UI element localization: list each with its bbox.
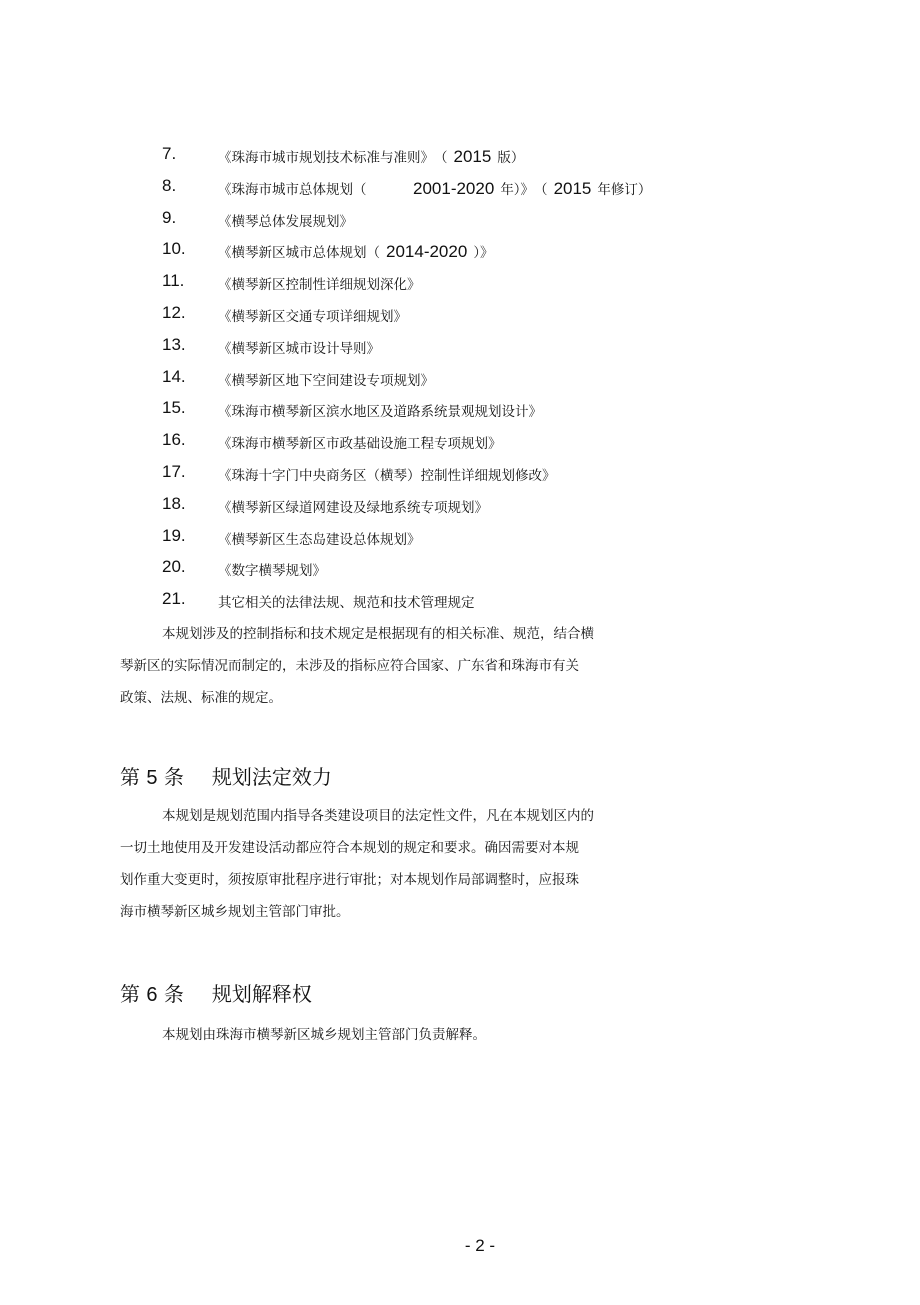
article-6-heading bbox=[120, 978, 312, 1007]
list-number: 19. bbox=[162, 525, 186, 545]
paragraph-line: 划作重大变更时，须按原审批程序进行审批；对本规划作局部调整时，应报珠 bbox=[120, 872, 579, 888]
list-text bbox=[218, 337, 404, 358]
list-number: 14. bbox=[162, 366, 186, 386]
list-text-fragment: 《横琴新区交通专项详细规划》 bbox=[218, 308, 407, 325]
list-item bbox=[0, 583, 920, 615]
list-item bbox=[0, 297, 920, 329]
list-text-fragment: 《珠海市城市总体规划（ bbox=[218, 181, 407, 198]
paragraph-standards bbox=[120, 618, 650, 714]
list-text bbox=[218, 369, 458, 390]
article-suffix: 条 bbox=[157, 982, 184, 1006]
list-number: 12. bbox=[162, 302, 186, 322]
list-text-fragment: 《数字横琴规划》 bbox=[218, 563, 326, 580]
list-text bbox=[218, 210, 377, 231]
page-footer bbox=[0, 1236, 920, 1256]
list-text-fragment: 《横琴新区控制性详细规划深化》 bbox=[218, 277, 421, 294]
list-text bbox=[218, 559, 350, 580]
list-text-fragment: 《横琴总体发展规划》 bbox=[218, 213, 353, 230]
list-text-fragment: 《珠海市横琴新区市政基础设施工程专项规划》 bbox=[218, 436, 502, 453]
paragraph-line: 本规划是规划范围内指导各类建设项目的法定性文件，凡在本规划区内的 bbox=[162, 808, 594, 824]
list-text bbox=[218, 432, 526, 453]
list-item bbox=[0, 520, 920, 552]
list-text bbox=[218, 464, 580, 485]
article-number: 6 bbox=[146, 984, 158, 1006]
list-text-fragment: 《横琴新区生态岛建设总体规划》 bbox=[218, 531, 421, 548]
paragraph-line: 本规划涉及的控制指标和技术规定是根据现有的相关标准、规范，结合横 bbox=[162, 626, 594, 642]
list-text-fragment: 其它相关的法律法规、规范和技术管理规定 bbox=[218, 595, 475, 612]
list-text-fragment: 《珠海市横琴新区滨水地区及道路系统景观规划设计》 bbox=[218, 404, 542, 421]
list-text-fragment: 版） bbox=[497, 150, 525, 166]
paragraph-legal-effect bbox=[120, 800, 650, 928]
list-item bbox=[0, 551, 920, 583]
list-text bbox=[218, 528, 445, 549]
list-number-fragment: 2015 bbox=[553, 178, 592, 198]
list-number: 21. bbox=[162, 589, 186, 609]
list-text-fragment: 《横琴新区城市总体规划（ bbox=[218, 245, 380, 262]
paragraph-line: 琴新区的实际情况而制定的，未涉及的指标应符合国家、广东省和珠海市有关 bbox=[120, 658, 579, 674]
article-5-heading bbox=[120, 761, 332, 790]
list-number: 10. bbox=[162, 239, 186, 259]
list-number: 11. bbox=[162, 271, 185, 291]
list-item bbox=[0, 488, 920, 520]
list-item bbox=[0, 392, 920, 424]
list-item bbox=[0, 138, 920, 170]
list-item bbox=[0, 202, 920, 234]
paragraph-interpretation bbox=[120, 1019, 650, 1051]
list-text-fragment: 《珠海十字门中央商务区（横琴）控制性详细规划修改》 bbox=[218, 467, 556, 484]
list-text bbox=[218, 400, 566, 421]
article-title: 规划法定效力 bbox=[211, 765, 332, 789]
list-text bbox=[218, 273, 445, 294]
list-number: 7. bbox=[162, 144, 177, 163]
list-number: 13. bbox=[162, 334, 186, 354]
list-text-fragment: 《横琴新区城市设计导则》 bbox=[218, 340, 380, 357]
reference-list bbox=[0, 138, 920, 615]
list-number: 20. bbox=[162, 557, 186, 577]
list-number: 15. bbox=[162, 398, 186, 418]
list-number: 9. bbox=[162, 207, 177, 227]
paragraph-line: 政策、法规、标准的规定。 bbox=[120, 690, 282, 706]
paragraph-line: 海市横琴新区城乡规划主管部门审批。 bbox=[120, 904, 350, 920]
article-prefix: 第 bbox=[120, 982, 147, 1006]
list-number: 17. bbox=[162, 461, 186, 481]
paragraph-line: 一切土地使用及开发建设活动都应符合本规划的规定和要求。确因需要对本规 bbox=[120, 840, 579, 856]
list-item bbox=[0, 361, 920, 393]
list-number: 16. bbox=[162, 430, 186, 450]
list-text-fragment: 《珠海市城市规划技术标准与准则》 （ bbox=[218, 150, 448, 166]
article-prefix: 第 bbox=[120, 765, 147, 789]
list-number-fragment: 2015 bbox=[453, 147, 492, 166]
article-suffix: 条 bbox=[157, 765, 184, 789]
paragraph-line: 本规划由珠海市横琴新区城乡规划主管部门负责解释。 bbox=[162, 1027, 486, 1043]
list-number-fragment: 2001-2020 bbox=[413, 178, 495, 198]
list-number-fragment: 2014-2020 bbox=[386, 242, 468, 262]
list-text-fragment: ）》 bbox=[473, 245, 494, 262]
list-item bbox=[0, 456, 920, 488]
list-text-fragment: 年）》 （ bbox=[500, 181, 548, 198]
list-item bbox=[0, 424, 920, 456]
list-number: 18. bbox=[162, 493, 186, 513]
list-item bbox=[0, 265, 920, 297]
list-item bbox=[0, 170, 920, 202]
article-number: 5 bbox=[146, 767, 158, 789]
list-text bbox=[218, 241, 506, 262]
list-text-fragment: 年修订） bbox=[597, 181, 652, 198]
page-number: - 2 - bbox=[464, 1236, 496, 1255]
list-text bbox=[218, 178, 651, 199]
list-text bbox=[218, 591, 499, 612]
list-text-fragment: 《横琴新区地下空间建设专项规划》 bbox=[218, 372, 434, 389]
list-item bbox=[0, 233, 920, 265]
article-title: 规划解释权 bbox=[211, 982, 312, 1006]
list-number: 8. bbox=[162, 175, 177, 195]
list-item bbox=[0, 329, 920, 361]
list-text bbox=[218, 496, 512, 517]
list-text bbox=[218, 305, 431, 326]
list-text-fragment: 《横琴新区绿道网建设及绿地系统专项规划》 bbox=[218, 499, 488, 516]
list-text bbox=[218, 146, 536, 167]
